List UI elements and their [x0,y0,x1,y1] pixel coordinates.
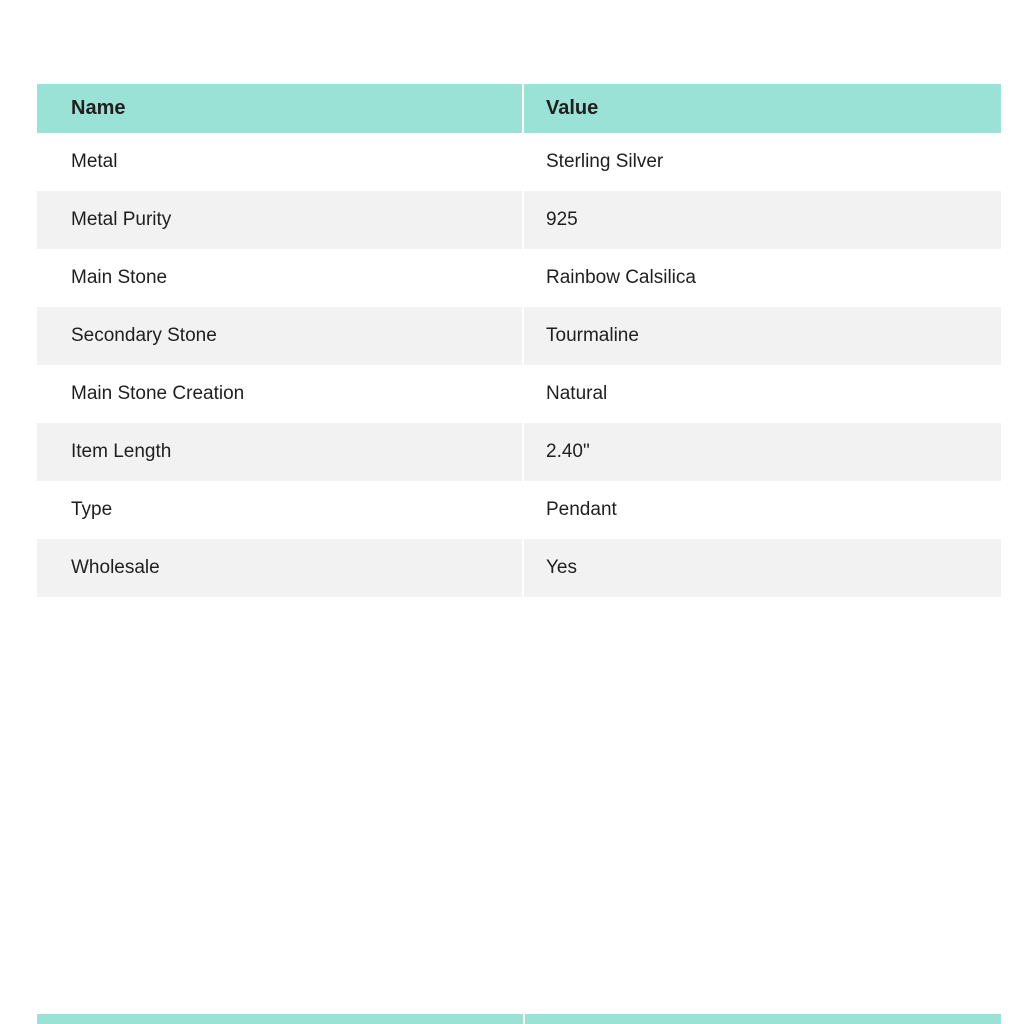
table-header [37,84,1001,133]
table-row [37,307,1001,365]
row-name-cell: Metal Purity [37,191,523,249]
row-name-cell: Metal [37,133,523,191]
row-name-cell: Type [37,481,523,539]
row-value-cell: Yes [523,539,1001,597]
row-name-cell: Main Stone [37,249,523,307]
partial-second-table-header [37,1014,1001,1024]
row-name-cell: Item Length [37,423,523,481]
column-header-name: Name [37,84,523,133]
partial-header-name-cell [37,1014,523,1024]
row-value-cell: 925 [523,191,1001,249]
row-value-cell: Tourmaline [523,307,1001,365]
table-row [37,481,1001,539]
row-name-cell: Wholesale [37,539,523,597]
table-header-row [37,84,1001,133]
row-name-cell: Secondary Stone [37,307,523,365]
table-row [37,365,1001,423]
row-value-cell: 2.40" [523,423,1001,481]
item-specifics-table [37,84,1001,597]
row-value-cell: Pendant [523,481,1001,539]
partial-header-value-cell [525,1014,1001,1024]
row-value-cell: Sterling Silver [523,133,1001,191]
table-row [37,423,1001,481]
table-body [37,133,1001,597]
table-row [37,539,1001,597]
table-row [37,249,1001,307]
row-name-cell: Main Stone Creation [37,365,523,423]
table-row [37,133,1001,191]
row-value-cell: Rainbow Calsilica [523,249,1001,307]
row-value-cell: Natural [523,365,1001,423]
table-row [37,191,1001,249]
column-header-value: Value [523,84,1001,133]
